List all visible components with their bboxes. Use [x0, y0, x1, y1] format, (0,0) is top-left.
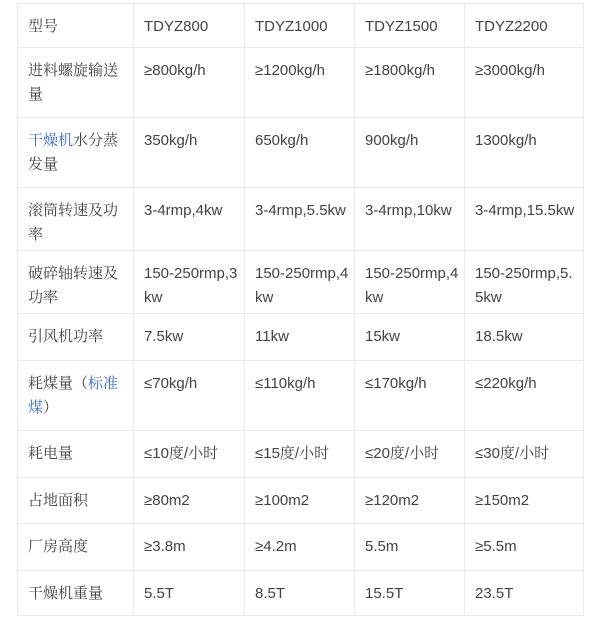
- table-row: [18, 431, 584, 478]
- spec-value-cell: 900kg/h: [355, 118, 465, 188]
- row-label-text: 占地面积: [28, 492, 89, 509]
- row-label-text: 耗煤量（: [28, 375, 89, 392]
- spec-table: [17, 3, 584, 616]
- spec-value-cell: 11kw: [245, 314, 355, 361]
- row-label-text: 引风机功率: [28, 328, 104, 345]
- header-row: [18, 4, 584, 48]
- row-label: [18, 431, 134, 478]
- row-label-text: 破碎轴转速及功率: [28, 265, 119, 306]
- spec-value-cell: 3-4rmp,5.5kw: [245, 188, 355, 251]
- row-label-text: 干燥机重量: [28, 585, 104, 602]
- spec-value-cell: ≤30度/小时: [465, 431, 584, 478]
- table-row: [18, 188, 584, 251]
- spec-value-cell: 18.5kw: [465, 314, 584, 361]
- spec-value-cell: ≥800kg/h: [134, 48, 245, 118]
- spec-value-cell: 8.5T: [245, 571, 355, 616]
- spec-value-cell: 650kg/h: [245, 118, 355, 188]
- table-row: [18, 571, 584, 616]
- table-row: [18, 251, 584, 314]
- row-label-text: 进料螺旋输送量: [28, 62, 119, 103]
- spec-value-cell: ≥3000kg/h: [465, 48, 584, 118]
- row-label: [18, 314, 134, 361]
- header-cell-tdyz1500: TDYZ1500: [355, 4, 465, 48]
- row-label-text: ）: [43, 399, 59, 416]
- spec-value-cell: ≤170kg/h: [355, 361, 465, 431]
- spec-value-cell: ≥100m2: [245, 478, 355, 524]
- row-label-text: 滚筒转速及功率: [28, 202, 119, 243]
- spec-table-body: [18, 48, 584, 616]
- row-label: [18, 478, 134, 524]
- row-label: [18, 571, 134, 616]
- header-cell-tdyz2200: TDYZ2200: [465, 4, 584, 48]
- row-label: [18, 361, 134, 431]
- row-label-text: 耗电量: [28, 445, 74, 462]
- table-row: [18, 478, 584, 524]
- spec-value-cell: 23.5T: [465, 571, 584, 616]
- spec-value-cell: 3-4rmp,15.5kw: [465, 188, 584, 251]
- spec-value-cell: ≥80m2: [134, 478, 245, 524]
- table-row: [18, 314, 584, 361]
- spec-value-cell: ≥3.8m: [134, 524, 245, 571]
- spec-value-cell: 15kw: [355, 314, 465, 361]
- spec-value-cell: ≥120m2: [355, 478, 465, 524]
- spec-value-cell: 1300kg/h: [465, 118, 584, 188]
- spec-value-cell: ≤20度/小时: [355, 431, 465, 478]
- spec-table-header: [18, 4, 584, 48]
- spec-value-cell: ≥4.2m: [245, 524, 355, 571]
- table-row: [18, 48, 584, 118]
- row-label-text: 厂房高度: [28, 538, 89, 555]
- row-label: [18, 188, 134, 251]
- spec-value-cell: 3-4rmp,10kw: [355, 188, 465, 251]
- spec-value-cell: 15.5T: [355, 571, 465, 616]
- spec-value-cell: 350kg/h: [134, 118, 245, 188]
- table-row: [18, 361, 584, 431]
- header-cell-tdyz800: TDYZ800: [134, 4, 245, 48]
- row-label: [18, 524, 134, 571]
- table-row: [18, 524, 584, 571]
- inline-link[interactable]: 干燥机: [28, 132, 74, 149]
- spec-value-cell: 150-250rmp,4kw: [355, 251, 465, 314]
- inline-link[interactable]: 标准煤: [28, 375, 119, 416]
- spec-value-cell: 150-250rmp,4kw: [245, 251, 355, 314]
- spec-value-cell: ≥5.5m: [465, 524, 584, 571]
- row-label: [18, 48, 134, 118]
- spec-value-cell: ≥1800kg/h: [355, 48, 465, 118]
- spec-value-cell: 3-4rmp,4kw: [134, 188, 245, 251]
- spec-value-cell: ≤15度/小时: [245, 431, 355, 478]
- spec-value-cell: ≥1200kg/h: [245, 48, 355, 118]
- table-row: [18, 118, 584, 188]
- spec-value-cell: 5.5T: [134, 571, 245, 616]
- spec-value-cell: 150-250rmp,3kw: [134, 251, 245, 314]
- spec-value-cell: 5.5m: [355, 524, 465, 571]
- row-label: [18, 251, 134, 314]
- row-label: [18, 118, 134, 188]
- row-label-text: 水分蒸发量: [28, 132, 119, 173]
- header-cell-model: 型号: [18, 4, 134, 48]
- header-cell-tdyz1000: TDYZ1000: [245, 4, 355, 48]
- spec-value-cell: ≤220kg/h: [465, 361, 584, 431]
- spec-value-cell: 7.5kw: [134, 314, 245, 361]
- spec-value-cell: ≤10度/小时: [134, 431, 245, 478]
- spec-value-cell: ≤70kg/h: [134, 361, 245, 431]
- spec-value-cell: ≥150m2: [465, 478, 584, 524]
- spec-value-cell: ≤110kg/h: [245, 361, 355, 431]
- spec-value-cell: 150-250rmp,5.5kw: [465, 251, 584, 314]
